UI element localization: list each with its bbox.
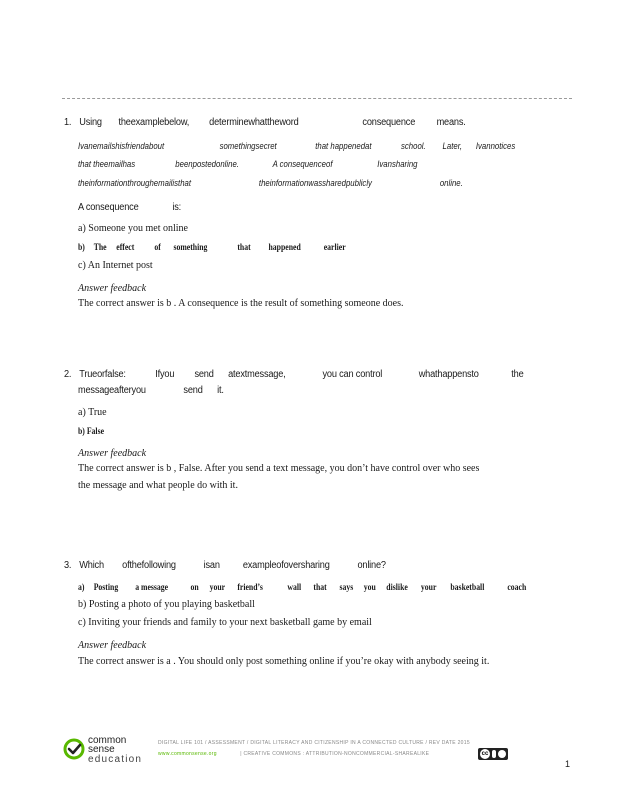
footer-license-line: www.commonsense.org | CREATIVE COMMONS : ATTRIBUTION-NONCOMMERCIAL-SHAREALIKE [158, 751, 430, 757]
question-2-prompt-line-2: messageafteryou send it. [78, 385, 224, 396]
answer-feedback-label: Answer feedback [78, 448, 147, 459]
common-sense-education-logo: common sense education [63, 736, 151, 768]
answer-feedback-label: Answer feedback [78, 283, 147, 294]
page-number: 1 [565, 759, 571, 769]
example-line-2: that theemailhas beenpostedonline. A consequenceof Ivansharing [78, 159, 418, 170]
answer-feedback-text-line-1: The correct answer is b , False. After you send a text message, you don’t have control over who sees [78, 463, 480, 474]
example-line-1: Ivanemailshisfriendabout somethingsecret that happenedat school. Later, Ivannotices [78, 141, 516, 152]
question-number: 1. [64, 117, 72, 128]
website-link[interactable]: www.commonsense.org [158, 751, 217, 757]
option-b[interactable]: b) Posting a photo of you playing basketball [78, 599, 255, 610]
option-a[interactable]: a) True [78, 407, 107, 418]
option-b[interactable]: b) False [78, 426, 105, 436]
answer-feedback-text: The correct answer is b . A consequence is the result of something someone does. [78, 298, 404, 309]
option-a[interactable]: a) Someone you met online [78, 223, 188, 234]
option-c[interactable]: c) Inviting your friends and family to your next basketball game by email [78, 617, 372, 628]
dashed-divider [62, 98, 572, 99]
question-1-subprompt: A consequence is: [78, 202, 182, 213]
example-line-3: theinformationthroughemailisthat theinformationwassharedpublicly online. [78, 178, 463, 189]
question-number: 3. [64, 560, 72, 571]
answer-feedback-text: The correct answer is a . You should only post something online if you’re okay with anybody seeing it. [78, 656, 490, 667]
nc-icon [498, 750, 506, 758]
question-3-prompt: 3. Which ofthefollowing isan exampleofoversharing online? [64, 560, 386, 571]
footer-course-line: DIGITAL LIFE 101 / ASSESSMENT / DIGITAL LITERACY AND CITIZENSHIP IN A CONNECTED CULTURE / REV DATE 2015 [158, 740, 470, 746]
cc-icon: cc [481, 751, 489, 757]
question-number: 2. [64, 369, 72, 380]
question-1-prompt: 1. Using theexamplebelow, determinewhattheword consequence means. [64, 117, 466, 128]
answer-feedback-text-line-2: the message and what people do with it. [78, 480, 238, 491]
answer-feedback-label: Answer feedback [78, 640, 147, 651]
question-2-prompt-line-1: 2. Trueorfalse: Ifyou send atextmessage, you can control whathappensto the [64, 369, 524, 380]
checkmark-logo-icon [63, 738, 85, 760]
option-b[interactable]: b) The effect of something that happened earlier [78, 242, 346, 252]
creative-commons-badge [478, 748, 508, 760]
by-icon [492, 750, 496, 758]
option-c[interactable]: c) An Internet post [78, 260, 153, 271]
option-a[interactable]: a) Posting a message on your friend’s wall that says you dislike your basketball coach [78, 582, 527, 592]
